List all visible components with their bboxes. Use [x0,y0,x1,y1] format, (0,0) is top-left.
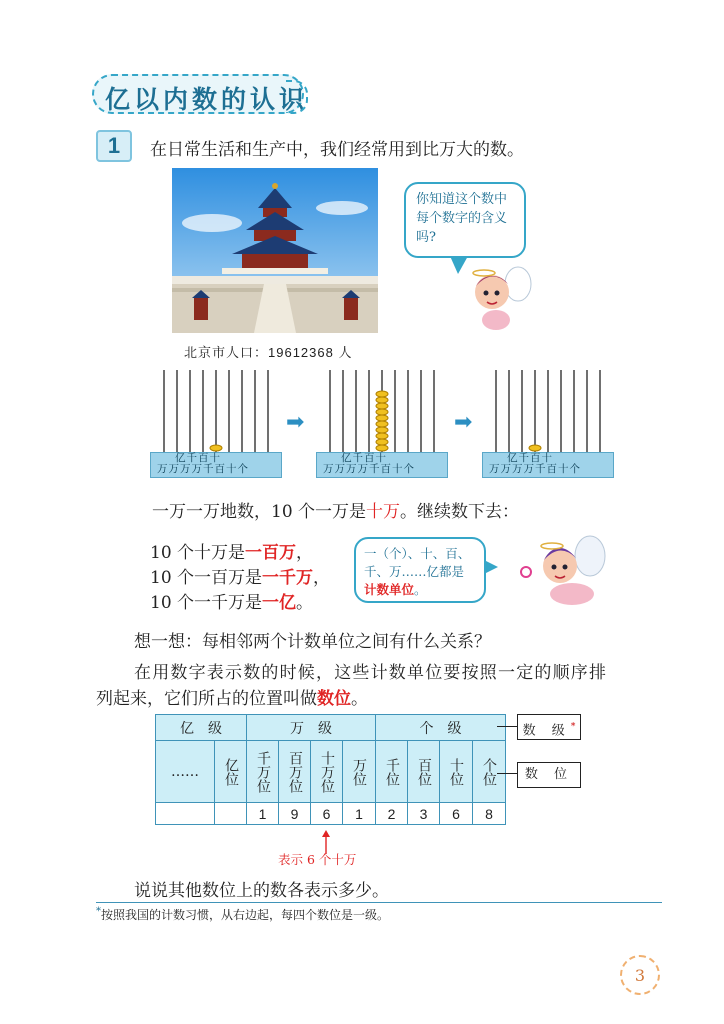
digit-cell: 8 [473,803,506,825]
table-row-places [156,741,506,803]
counting-item-2 [150,563,330,588]
abacus-3-label-row1: 亿千百十 [507,452,553,464]
example-number: 1 [96,130,132,162]
counting-item-1 [150,538,313,563]
abacus-3-label-row2: 万万万万千百十个 [489,463,581,475]
footnote-divider [96,902,662,903]
digit-cell: 3 [408,803,440,825]
footnote [96,906,389,923]
digit-cell-empty [156,803,215,825]
abacus-2 [316,368,448,478]
place-ge: 个位 [473,741,506,803]
highlight-hundred-million: 一亿 [262,593,297,613]
place-yi: 亿位 [215,741,247,803]
counting-text: ， [296,543,314,563]
counting-text: 。继续数下去： [400,502,520,522]
digit-cell: 6 [440,803,473,825]
title-curl-decoration [286,80,308,114]
paragraph-line-1: 在用数字表示数的时候，这些计数单位要按照一定的顺序排 [134,663,608,683]
connector-line [497,773,517,774]
say-instruction: 说说其他数位上的数各表示多少。 [134,881,389,901]
footnote-mark: * [96,906,101,917]
counting-text: 10 个一千万是 [150,593,263,613]
digit-cell-empty [215,803,247,825]
abacus-2-label-row1: 亿千百十 [341,452,387,464]
abacus-1 [150,368,282,478]
units-bubble-text: 一（个）、十、百、千、万……亿都是 [364,546,471,579]
digit-cell: 6 [311,803,343,825]
side-label-level-text: 数 级 [522,723,571,739]
abacus-1-label-row1: 亿千百十 [175,452,221,464]
page-number: 3 [620,955,660,995]
counting-text: 一万一万地数，10 个一万是 [152,502,367,522]
table-row-levels [156,715,506,741]
cupid-illustration [518,534,608,614]
units-bubble [354,537,486,603]
highlight-place: 数位 [317,689,351,709]
paragraph-text: 。 [351,689,368,709]
abacus-3-base [482,452,614,478]
level-wan: 万 级 [247,715,376,741]
connector-line [497,726,517,727]
digit-cell: 2 [376,803,408,825]
annotation-text: 表示 6 个十万 [278,852,357,867]
footnote-mark: * [570,722,576,732]
highlight-ten-million: 一千万 [262,568,314,588]
highlight-counting-unit: 计数单位 [364,582,415,597]
level-yi: 亿 级 [156,715,247,741]
section-title: 亿以内数的认识 [105,85,309,114]
units-bubble-text: 。 [414,582,427,597]
place-wan: 万位 [343,741,376,803]
think-question: 想一想：每相邻两个计数单位之间有什么关系？ [134,632,491,652]
place-bai: 百位 [408,741,440,803]
question-bubble: 你知道这个数中每个数字的含义吗? [404,182,526,258]
arrow-icon: ➡ [454,410,473,435]
table-row-digits [156,803,506,825]
abacus-2-label-row2: 万万万万千百十个 [323,463,415,475]
arrow-icon: ➡ [286,410,305,435]
abacus-2-base [316,452,448,478]
side-label-place: 数 位 [517,762,581,788]
digit-cell: 1 [247,803,279,825]
side-label-level [517,714,581,740]
bubble-tail [484,560,498,574]
place-shi: 十位 [440,741,473,803]
counting-text: ， [313,568,331,588]
cupid-illustration [462,262,532,338]
temple-of-heaven-photo [172,168,378,333]
digit-cell: 1 [343,803,376,825]
counting-item-3 [150,588,313,613]
abacus-3 [482,368,614,478]
abacus-1-label-row2: 万万万万千百十个 [157,463,249,475]
counting-line-1 [152,497,519,522]
paragraph-text: 列起来，它们所占的位置叫做 [96,689,317,709]
footnote-text: 按照我国的计数习惯，从右边起，每四个数位是一级。 [101,908,390,922]
digit-cell: 9 [279,803,311,825]
highlight-million: 一百万 [245,543,297,563]
abacus-1-base [150,452,282,478]
population-caption: 北京市人口：19612368 人 [184,345,353,360]
place-qian: 千位 [376,741,408,803]
place-baiwan: 百万位 [279,741,311,803]
level-ge: 个 级 [376,715,506,741]
counting-text: 。 [296,593,314,613]
example-intro: 在日常生活和生产中，我们经常用到比万大的数。 [150,140,524,160]
place-value-table [155,714,506,825]
place-qianwan: 千万位 [247,741,279,803]
counting-text: 10 个一百万是 [150,568,263,588]
counting-text: 10 个十万是 [150,543,246,563]
ellipsis-cell: …… [156,741,215,803]
paragraph-line-2 [96,684,368,709]
highlight-ten-thousands: 十万 [366,502,401,522]
place-shiwan: 十万位 [311,741,343,803]
